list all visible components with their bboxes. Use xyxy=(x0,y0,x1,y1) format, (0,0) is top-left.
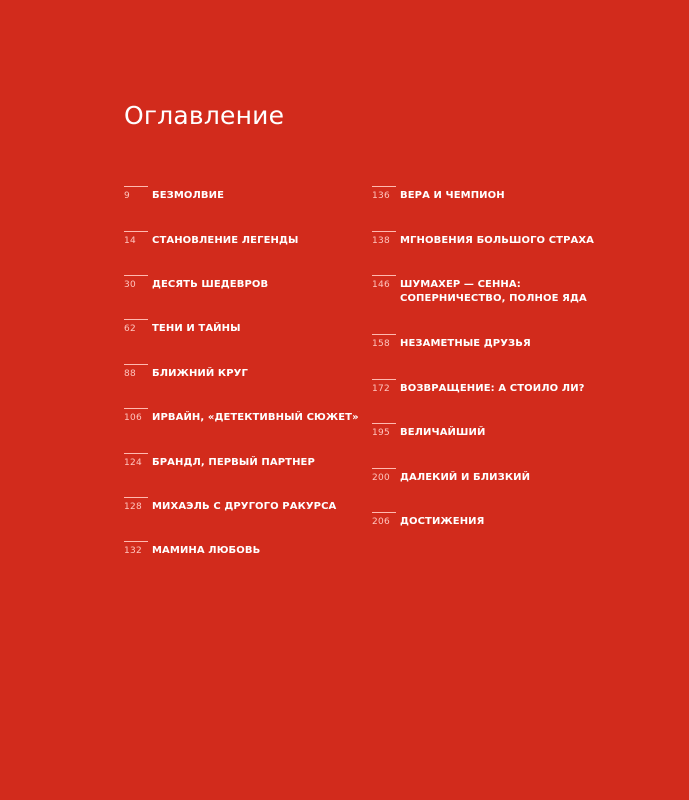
toc-rule xyxy=(372,186,396,187)
toc-chapter-title: МАМИНА ЛЮБОВЬ xyxy=(152,545,261,556)
toc-page-number: 62 xyxy=(124,324,137,334)
toc-rule xyxy=(372,334,396,335)
toc-chapter-title: ДЕСЯТЬ ШЕДЕВРОВ xyxy=(152,279,269,290)
toc-page-number: 14 xyxy=(124,236,137,246)
toc-chapter-title: ДАЛЕКИЙ И БЛИЗКИЙ xyxy=(400,472,531,483)
toc-rule xyxy=(124,231,148,232)
toc-rule xyxy=(124,497,148,498)
toc-rule xyxy=(372,275,396,276)
toc-rule xyxy=(372,423,396,424)
toc-chapter-title: НЕЗАМЕТНЫЕ ДРУЗЬЯ xyxy=(400,338,531,349)
toc-chapter-title: БРАНДЛ, ПЕРВЫЙ ПАРТНЕР xyxy=(152,457,315,468)
toc-rule xyxy=(124,408,148,409)
toc-chapter-title: МГНОВЕНИЯ БОЛЬШОГО СТРАХА xyxy=(400,235,595,246)
toc-page-number: 146 xyxy=(372,280,391,290)
toc-page-number: 158 xyxy=(372,339,391,349)
toc-chapter-title: СТАНОВЛЕНИЕ ЛЕГЕНДЫ xyxy=(152,235,299,246)
toc-rule xyxy=(372,512,396,513)
toc-page-number: 9 xyxy=(124,191,131,201)
toc-rule xyxy=(372,231,396,232)
toc-rule xyxy=(372,468,396,469)
toc-rule xyxy=(124,364,148,365)
toc-page-number: 138 xyxy=(372,236,391,246)
toc-chapter-title: БЛИЖНИЙ КРУГ xyxy=(152,368,248,379)
toc-page-number: 132 xyxy=(124,546,143,556)
toc-rule xyxy=(124,453,148,454)
page-title: Оглавление xyxy=(124,100,285,130)
toc-chapter-title: МИХАЭЛЬ С ДРУГОГО РАКУРСА xyxy=(152,501,337,512)
toc-page-number: 106 xyxy=(124,413,143,423)
toc-rule xyxy=(372,379,396,380)
toc-page-number: 30 xyxy=(124,280,137,290)
toc-chapter-title: ВОЗВРАЩЕНИЕ: А СТОИЛО ЛИ? xyxy=(400,383,585,394)
toc-rule xyxy=(124,541,148,542)
toc-page-number: 206 xyxy=(372,517,391,527)
toc-chapter-title: ВЕРА И ЧЕМПИОН xyxy=(400,190,505,201)
toc-chapter-title: ВЕЛИЧАЙШИЙ xyxy=(400,427,486,438)
toc-page-number: 172 xyxy=(372,384,391,394)
toc-rule xyxy=(124,275,148,276)
toc-page-number: 128 xyxy=(124,502,143,512)
toc-page-number: 124 xyxy=(124,458,143,468)
toc-page-number: 200 xyxy=(372,473,391,483)
toc-page-number: 88 xyxy=(124,369,137,379)
toc-chapter-title: ШУМАХЕР — СЕННА: СОПЕРНИЧЕСТВО, ПОЛНОЕ ЯДА xyxy=(400,279,587,304)
toc-page-number: 195 xyxy=(372,428,391,438)
toc-chapter-title: ТЕНИ И ТАЙНЫ xyxy=(152,323,241,334)
toc-chapter-title: ДОСТИЖЕНИЯ xyxy=(400,516,485,527)
toc-rule xyxy=(124,186,148,187)
toc-rule xyxy=(124,319,148,320)
toc-chapter-title: ИРВАЙН, «ДЕТЕКТИВНЫЙ СЮЖЕТ» xyxy=(152,412,359,423)
toc-page-number: 136 xyxy=(372,191,391,201)
toc-chapter-title: БЕЗМОЛВИЕ xyxy=(152,190,225,201)
